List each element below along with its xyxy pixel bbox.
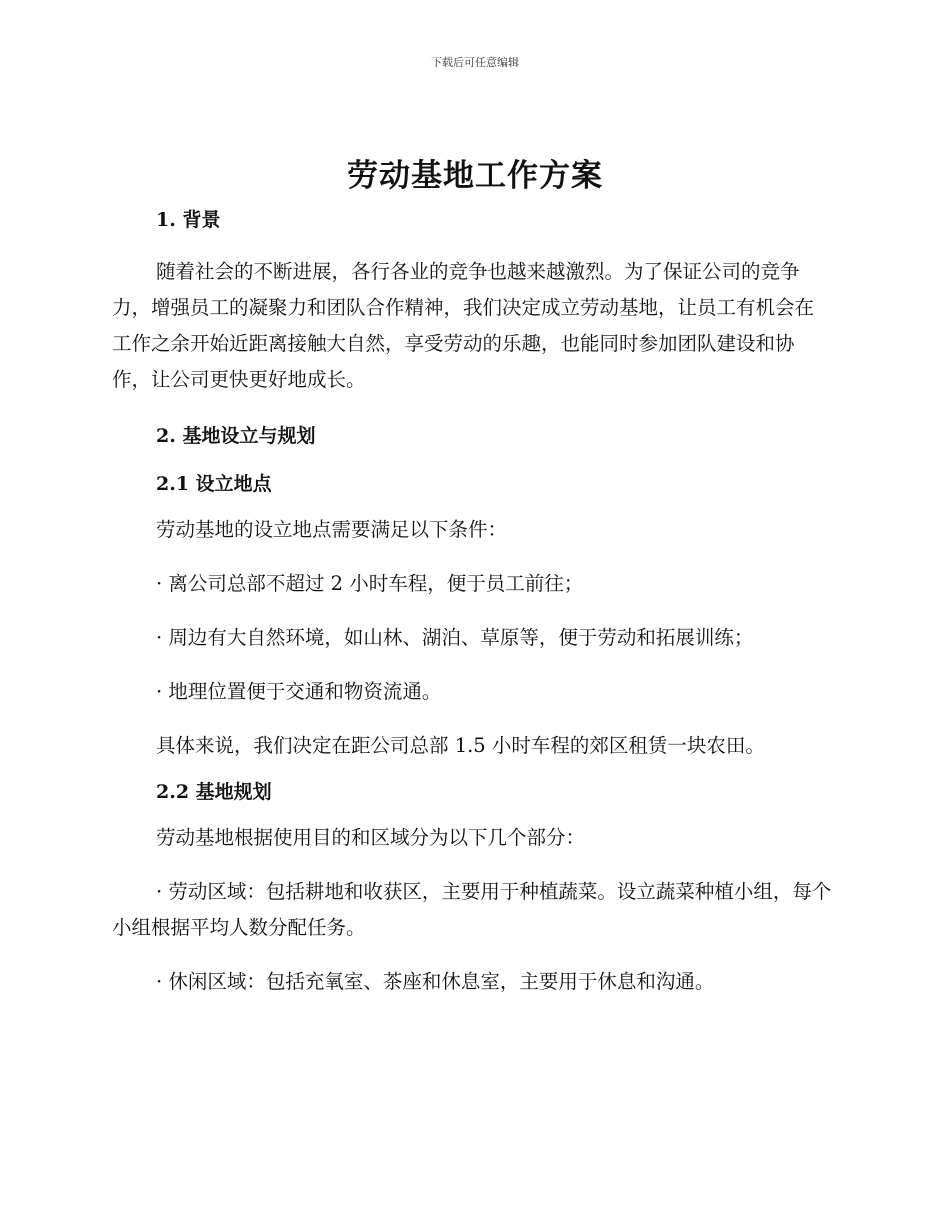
document-body	[112, 200, 832, 1000]
planning-intro: 劳动基地根据使用目的和区域分为以下几个部分：	[156, 826, 586, 849]
header-note: 下载后可任意编辑	[431, 56, 519, 69]
section-heading-background: 1. 背景	[156, 209, 221, 231]
location-bullet-1: · 离公司总部不超过 2 小时车程，便于员工前往；	[156, 572, 584, 595]
location-intro: 劳动基地的设立地点需要满足以下条件：	[156, 518, 508, 541]
subsection-heading-location: 2.1 设立地点	[156, 473, 272, 495]
location-bullet-3: · 地理位置便于交通和物资流通。	[156, 680, 442, 703]
planning-bullet-2: · 休闲区域：包括充氧室、茶座和休息室，主要用于休息和沟通。	[156, 970, 715, 993]
section-heading-base-setup: 2. 基地设立与规划	[156, 425, 316, 447]
planning-bullet-1: · 劳动区域：包括耕地和收获区，主要用于种植蔬菜。设立蔬菜种植小组，每个小组根据平均人数分配任务。	[112, 880, 832, 939]
background-paragraph: 随着社会的不断进展，各行各业的竞争也越来越激烈。为了保证公司的竞争力，增强员工的凝聚力和团队合作精神，我们决定成立劳动基地，让员工有机会在工作之余开始近距离接触大自然，享受劳动的乐趣，也能同时参加团队建设和协作，让公司更快更好地成长。	[112, 260, 815, 391]
document-title: 劳动基地工作方案	[347, 158, 603, 194]
location-conclusion: 具体来说，我们决定在距公司总部 1.5 小时车程的郊区租赁一块农田。	[156, 734, 765, 757]
subsection-heading-planning: 2.2 基地规划	[156, 781, 272, 803]
location-bullet-2: · 周边有大自然环境，如山林、湖泊、草原等，便于劳动和拓展训练；	[156, 626, 754, 649]
